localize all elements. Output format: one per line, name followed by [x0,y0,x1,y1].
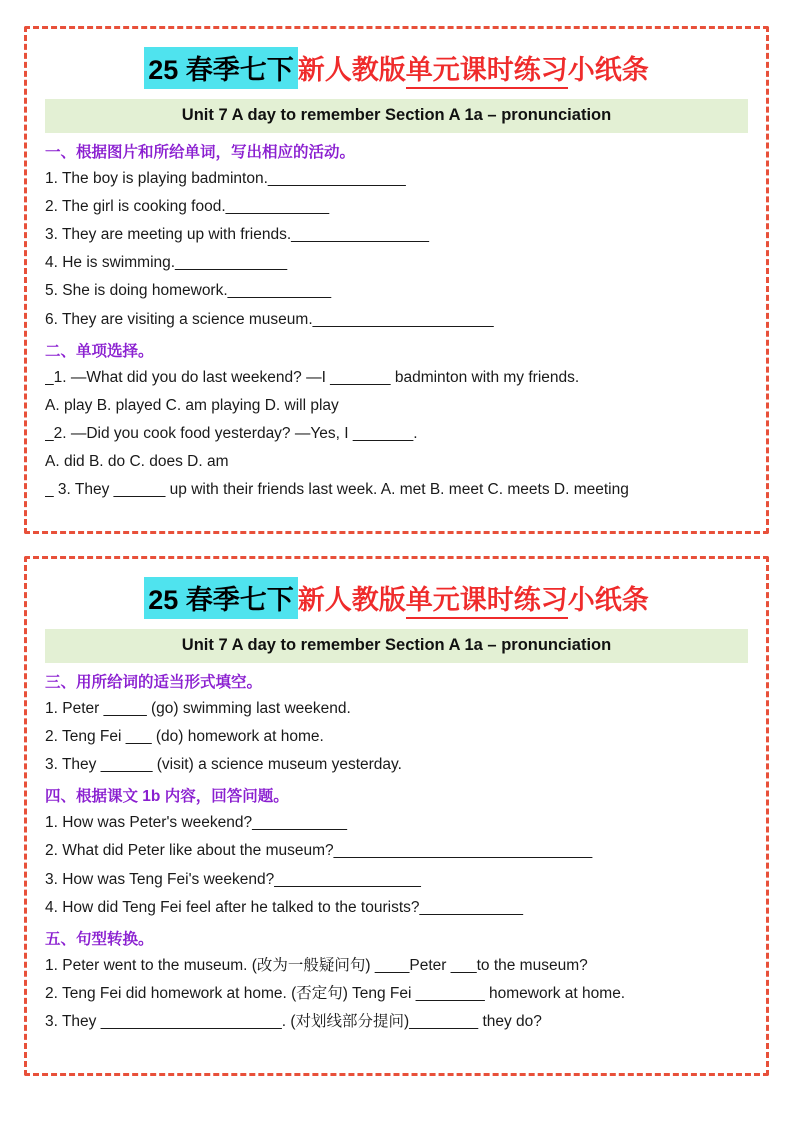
title-red-prefix: 新人教版 [297,55,406,85]
question-line: 4. He is swimming._____________ [45,254,288,272]
title-red-underlined: 单元课时练习 [406,578,568,619]
card-2-title [45,577,748,619]
section-heading-1: 一、根据图片和所给单词，写出相应的活动。 [45,144,356,161]
question-line: 4. How did Teng Fei feel after he talked to the tourists?____________ [45,898,523,916]
question-line: 2. The girl is cooking food.____________ [45,198,330,216]
card-1-title [45,47,748,89]
question-line: 2. Teng Fei did homework at home. (否定句) Teng Fei ________ homework at home. [45,984,626,1002]
section-heading-4: 四、根据课文 1b 内容，回答问题。 [45,788,289,806]
question-line: 3. They _____________________. (对划线部分提问)________ they do? [45,1012,542,1030]
card-2-subtitle: Unit 7 A day to remember Section A 1a – pronunciation [45,629,748,663]
worksheet-card-2 [24,556,769,1076]
question-line: 3. How was Teng Fei's weekend?_________________ [45,870,421,888]
question-line: 3. They are meeting up with friends.________________ [45,226,430,244]
option-line: A. play B. played C. am playing D. will play [45,396,339,414]
title-highlight: 25 春季七下 [144,47,298,89]
question-line: _ 3. They ______ up with their friends last week. A. met B. meet C. meets D. meeting [45,481,629,499]
title-red-suffix: 小纸条 [567,585,649,615]
question-line: 6. They are visiting a science museum._____________________ [45,310,494,328]
question-line: 2. What did Peter like about the museum?______________________________ [45,842,593,860]
worksheet-card-1 [24,26,769,534]
question-line: 1. The boy is playing badminton.________________ [45,170,406,187]
question-line: 1. Peter _____ (go) swimming last weekend. [45,700,351,717]
section-heading-2: 二、单项选择。 [45,342,154,360]
question-line: 5. She is doing homework.____________ [45,282,332,300]
question-line: 3. They ______ (visit) a science museum yesterday. [45,756,402,774]
question-line: _2. —Did you cook food yesterday? —Yes, I _______. [45,424,418,442]
question-line: 1. How was Peter's weekend?___________ [45,814,347,832]
question-line: 1. Peter went to the museum. (改为一般疑问句) ____Peter ___to the museum? [45,956,588,974]
question-line: 2. Teng Fei ___ (do) homework at home. [45,728,324,746]
title-red-suffix: 小纸条 [567,55,649,85]
section-heading-5: 五、句型转换。 [45,930,154,948]
title-red-prefix: 新人教版 [297,585,406,615]
card-1-subtitle: Unit 7 A day to remember Section A 1a – pronunciation [45,99,748,133]
question-line: _1. —What did you do last weekend? —I _______ badminton with my friends. [45,368,580,386]
section-heading-3: 三、用所给词的适当形式填空。 [45,674,263,691]
title-highlight: 25 春季七下 [144,577,298,619]
title-red-underlined: 单元课时练习 [406,48,568,89]
option-line: A. did B. do C. does D. am [45,452,229,470]
